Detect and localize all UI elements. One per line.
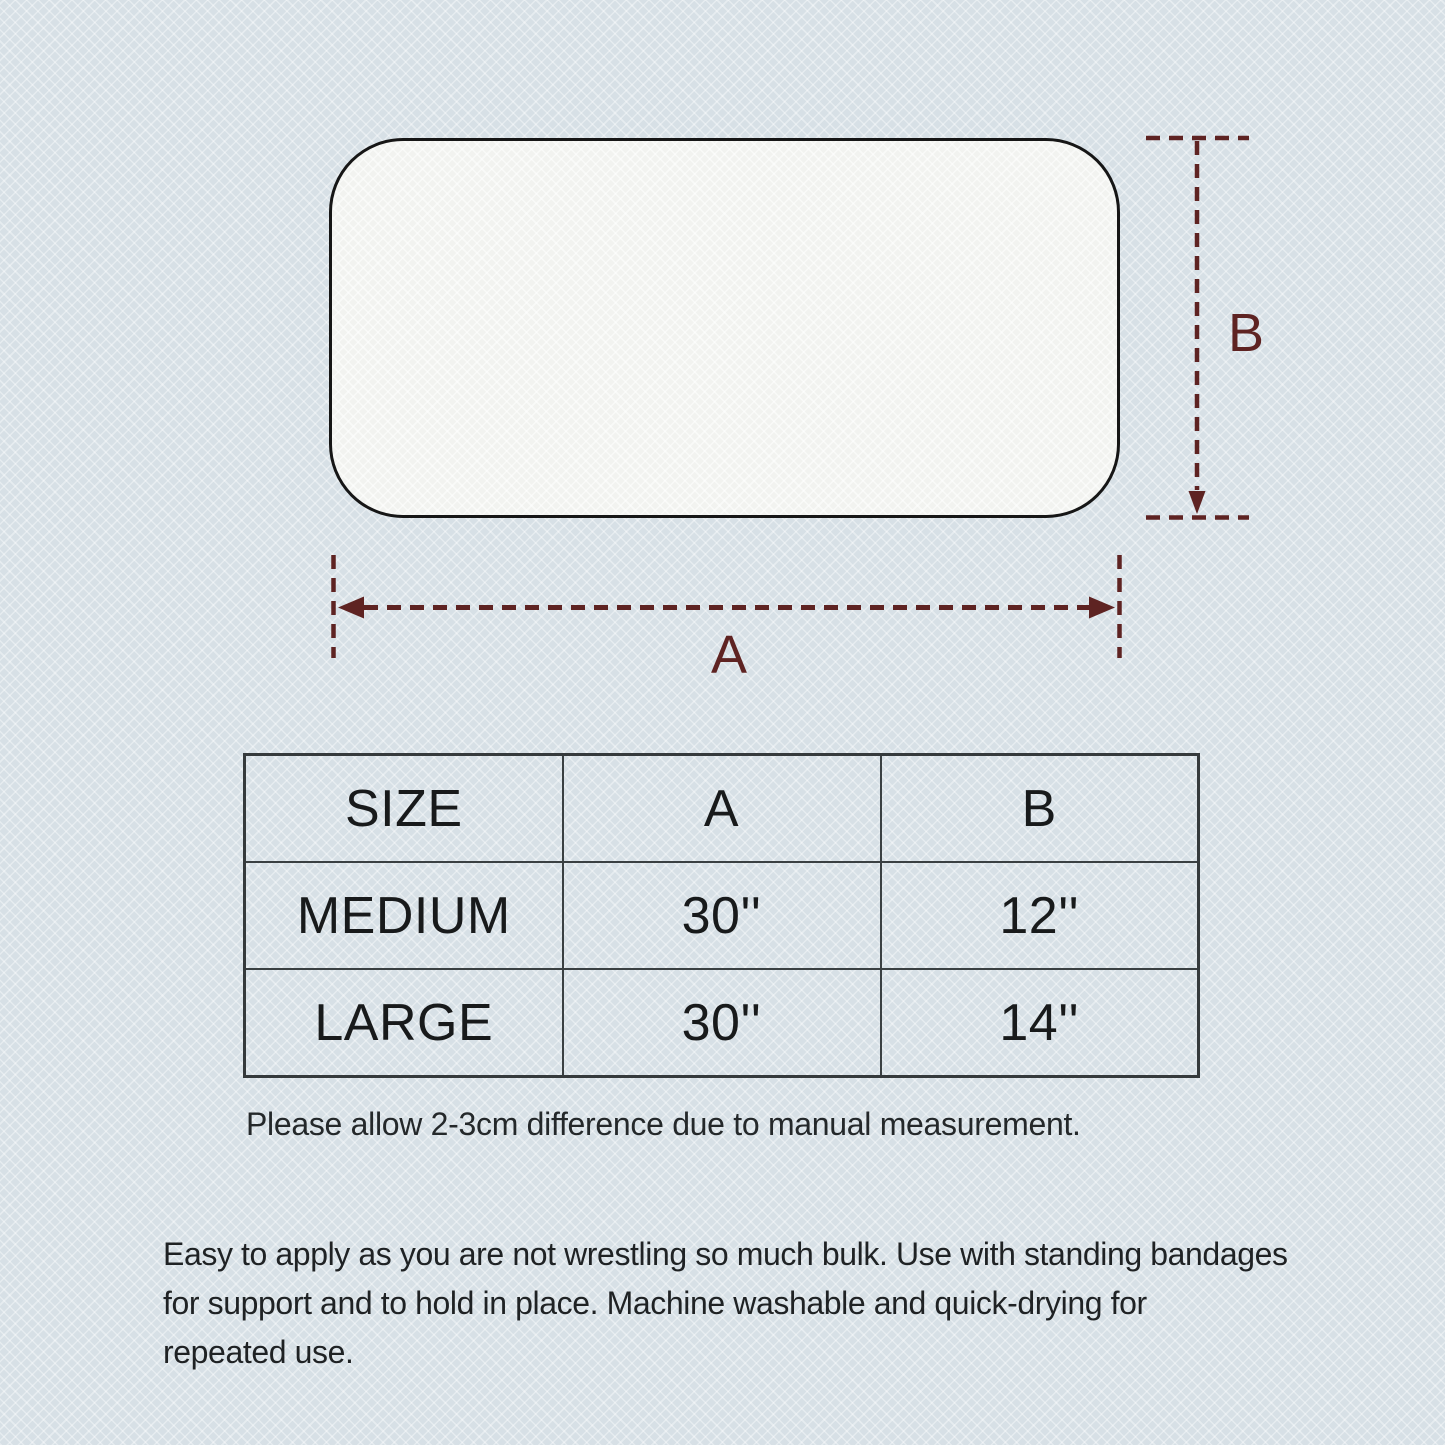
dimension-b-label: B [1228,303,1265,363]
dim-b-arrowhead-down [1189,491,1206,514]
cell-b-large: 14'' [881,969,1199,1077]
cell-a-large: 30'' [563,969,881,1077]
col-header-b: B [881,755,1199,863]
description-line-2: for support and to hold in place. Machine washable and quick-drying for [163,1285,1147,1321]
size-chart-table [243,753,1200,1078]
cell-size-large: LARGE [245,969,563,1077]
dim-a-arrowhead-left [338,597,364,619]
table-row-large [245,969,1199,1077]
product-pad-shape [329,138,1120,518]
col-header-a: A [563,755,881,863]
product-description [163,1230,1288,1377]
col-header-size: SIZE [245,755,563,863]
table-header-row [245,755,1199,863]
cell-a-medium: 30'' [563,862,881,969]
measurement-note: Please allow 2-3cm difference due to manual measurement. [246,1106,1081,1142]
description-line-3: repeated use. [163,1334,354,1370]
description-line-1: Easy to apply as you are not wrestling so much bulk. Use with standing bandages [163,1236,1288,1272]
cell-size-medium: MEDIUM [245,862,563,969]
cell-b-medium: 12'' [881,862,1199,969]
table-row-medium [245,862,1199,969]
dim-a-arrowhead-right [1089,597,1115,619]
dimension-a-label: A [710,625,748,685]
